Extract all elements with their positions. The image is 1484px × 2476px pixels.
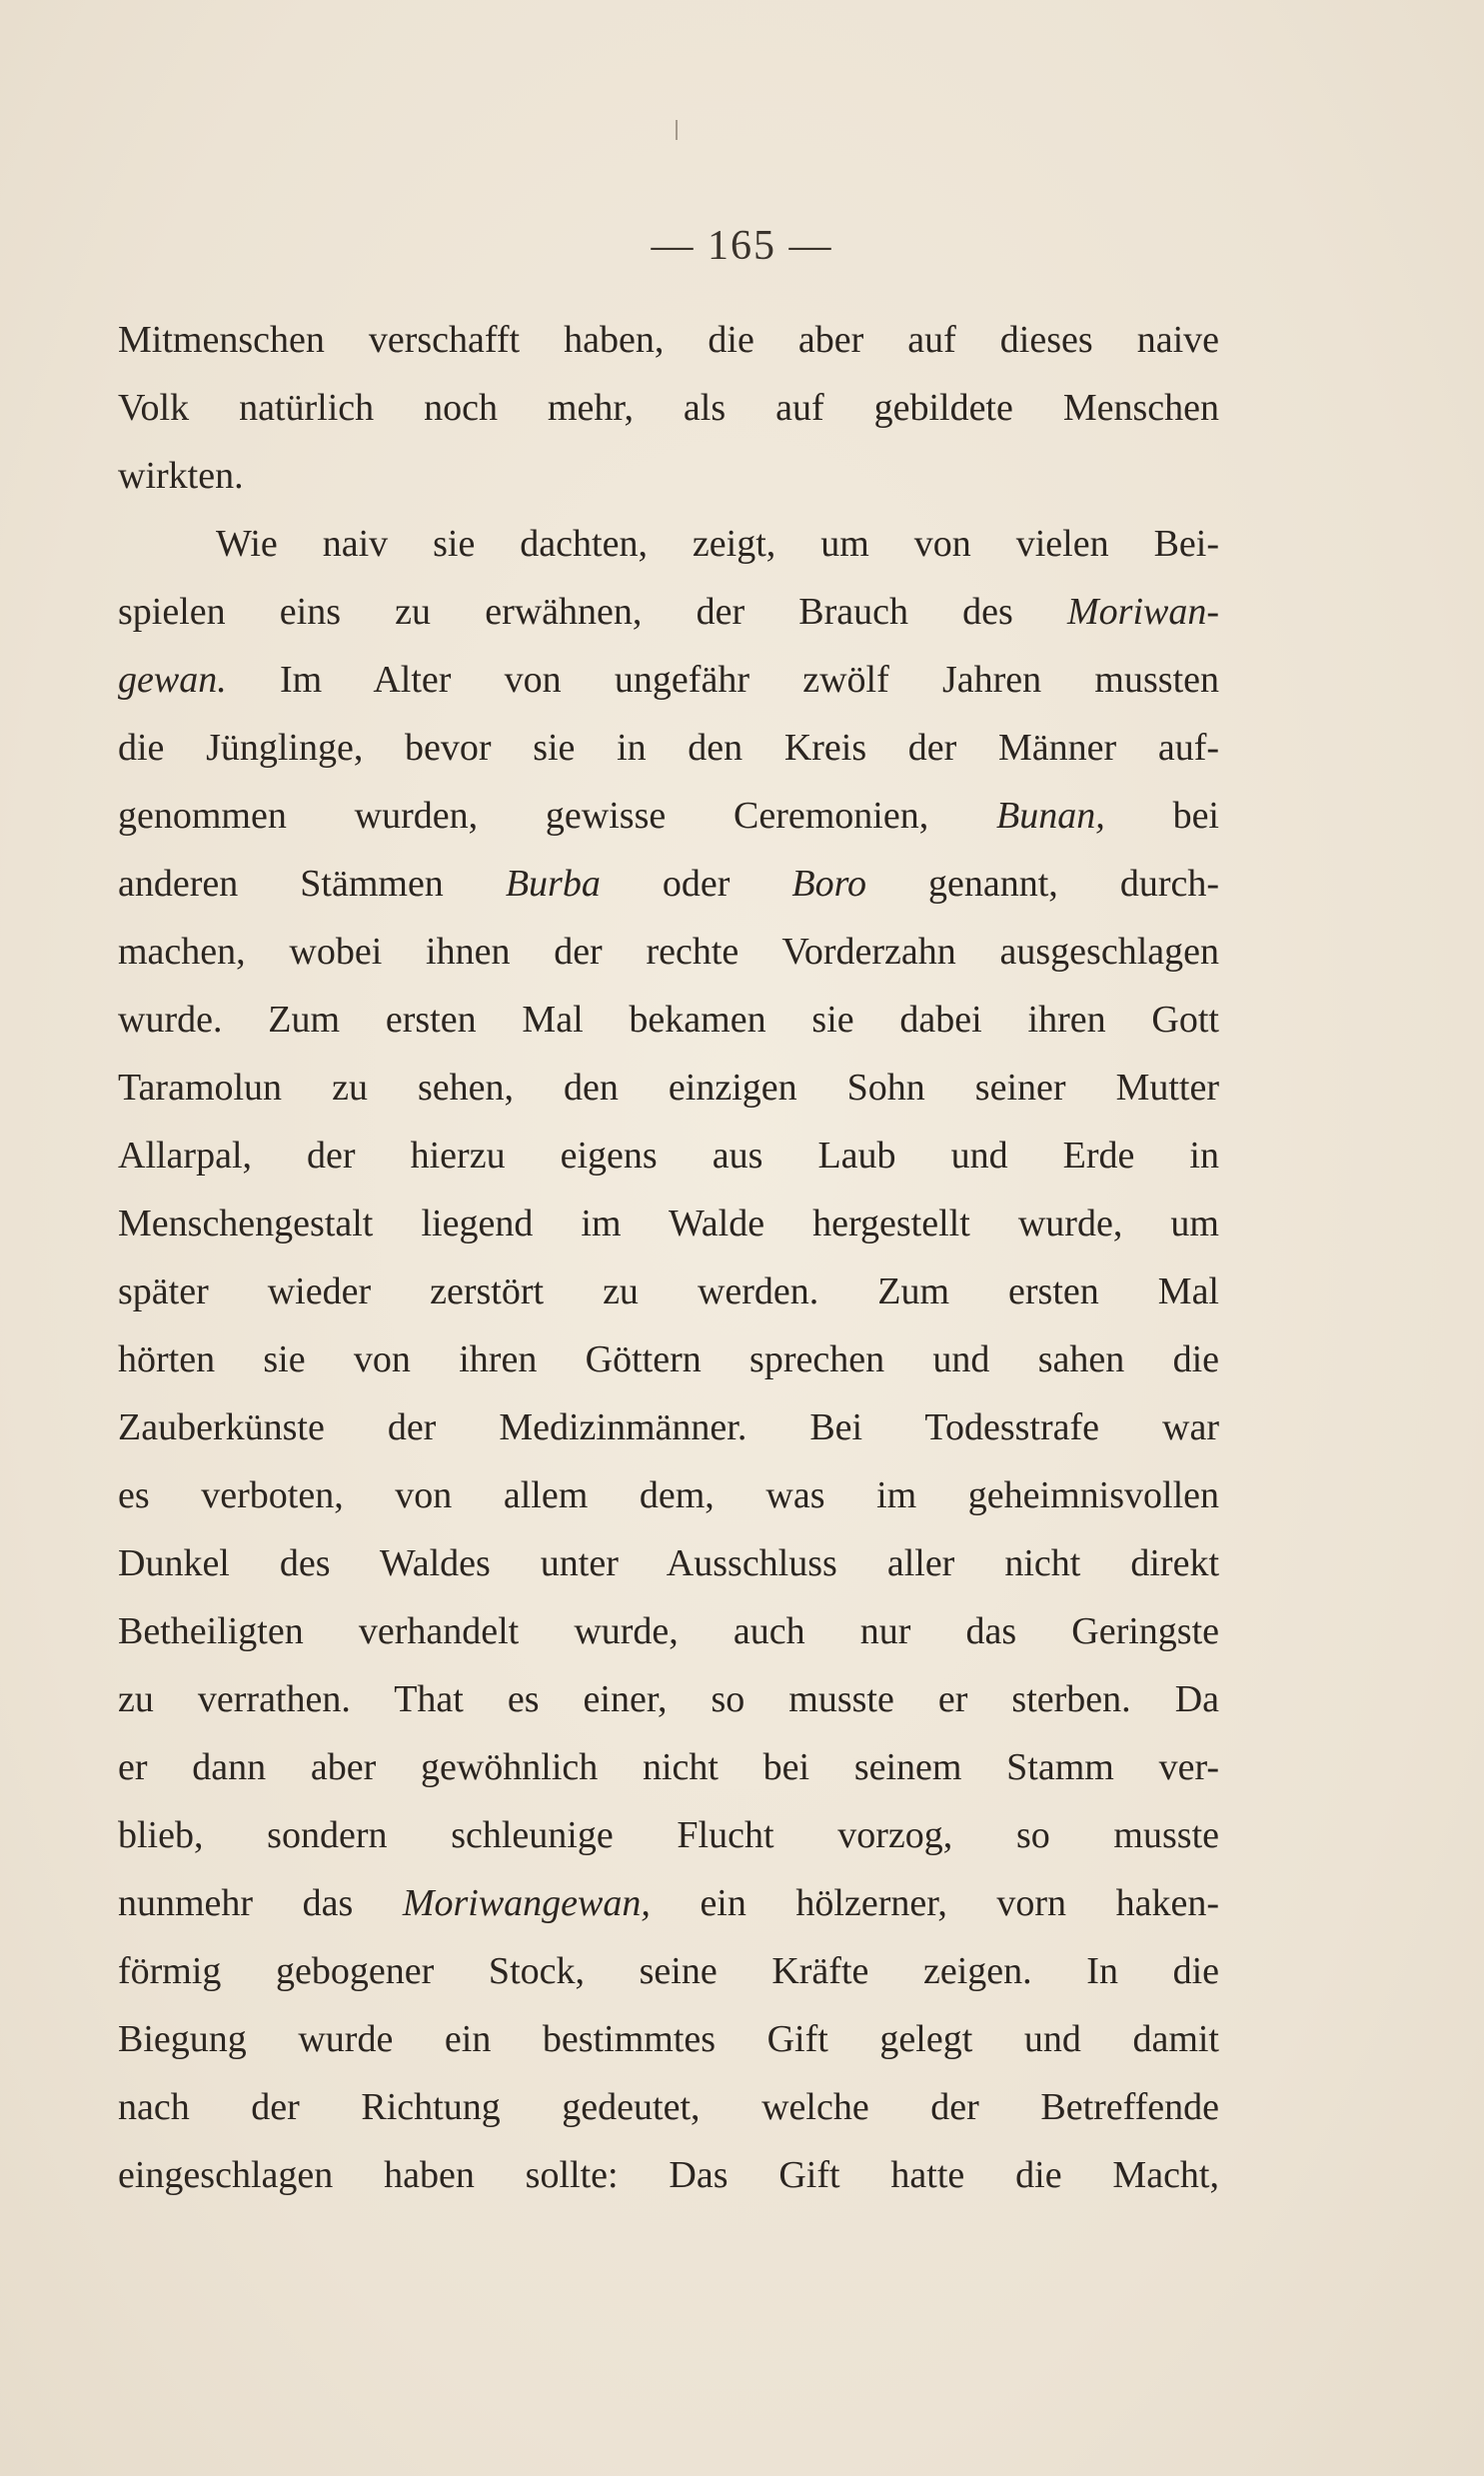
text-segment: bei [1104, 795, 1219, 837]
text-segment: wurde. Zum ersten Mal bekamen sie dabei ihren Gott [118, 999, 1219, 1041]
text-segment: später wieder zerstört zu werden. Zum ersten Mal [118, 1270, 1219, 1312]
text-segment: spielen eins zu erwähnen, der Brauch des [118, 591, 1067, 633]
text-segment: Allarpal, der hierzu eigens aus Laub und Erde in [118, 1135, 1219, 1177]
text-segment: die Jünglinge, bevor sie in den Kreis der Männer auf- [118, 727, 1219, 769]
text-line [118, 986, 1219, 1054]
text-line [118, 714, 1219, 782]
text-segment: anderen Stämmen [118, 863, 506, 905]
text-line [118, 2141, 1219, 2209]
text-line [118, 782, 1219, 850]
text-line [118, 442, 1219, 510]
text-line [118, 1122, 1219, 1190]
italic-term: gewan. [118, 659, 227, 701]
text-line [118, 2005, 1219, 2073]
text-segment: Zauberkünste der Medizinmänner. Bei Todesstrafe war [118, 1406, 1219, 1448]
text-line [118, 2073, 1219, 2141]
text-line [118, 918, 1219, 986]
italic-term: Burba [505, 863, 601, 905]
text-segment: ein hölzerner, vorn haken- [650, 1882, 1219, 1924]
text-line [118, 1325, 1219, 1393]
text-segment: genommen wurden, gewisse Ceremonien, [118, 795, 997, 837]
page-number: — 165 — [651, 223, 833, 269]
text-segment: Betheiligten verhandelt wurde, auch nur das Geringste [118, 1610, 1219, 1652]
text-segment: nunmehr das [118, 1882, 403, 1924]
text-line [118, 1054, 1219, 1122]
text-segment: hörten sie von ihren Göttern sprechen und sahen die [118, 1338, 1219, 1380]
text-segment: er dann aber gewöhnlich nicht bei seinem Stamm ver- [118, 1746, 1219, 1788]
italic-term: Bunan, [996, 795, 1105, 837]
text-segment: Wie naiv sie dachten, zeigt, um von vielen Bei- [216, 523, 1219, 565]
text-line [118, 1937, 1219, 2005]
text-line [118, 850, 1219, 918]
print-speck [676, 120, 678, 140]
italic-term: Moriwangewan, [402, 1882, 651, 1924]
text-line [118, 1665, 1219, 1733]
text-segment: Biegung wurde ein bestimmtes Gift gelegt und damit [118, 2018, 1219, 2060]
text-segment: Taramolun zu sehen, den einzigen Sohn seiner Mutter [118, 1067, 1219, 1109]
text-segment: genannt, durch- [866, 863, 1220, 905]
body-text [118, 306, 1219, 2209]
text-segment: blieb, sondern schleunige Flucht vorzog, so musste [118, 1814, 1219, 1856]
text-segment: Im Alter von ungefähr zwölf Jahren mussten [226, 659, 1219, 701]
text-line [118, 374, 1219, 442]
text-segment: Dunkel des Waldes unter Ausschluss aller nicht direkt [118, 1542, 1219, 1584]
text-line [118, 578, 1219, 646]
text-segment: machen, wobei ihnen der rechte Vorderzahn ausgeschlagen [118, 931, 1219, 973]
text-line [118, 306, 1219, 374]
text-line [118, 1801, 1219, 1869]
text-segment: eingeschlagen haben sollte: Das Gift hatte die Macht, [118, 2154, 1219, 2196]
text-line [118, 1597, 1219, 1665]
text-segment: förmig gebogener Stock, seine Kräfte zeigen. In die [118, 1950, 1219, 1992]
text-segment: Menschengestalt liegend im Walde hergestellt wurde, um [118, 1203, 1219, 1244]
italic-term: Moriwan- [1067, 591, 1219, 633]
text-line [118, 1869, 1219, 1937]
text-segment: zu verrathen. That es einer, so musste er sterben. Da [118, 1678, 1219, 1720]
text-line [118, 646, 1219, 714]
text-line [118, 510, 1219, 578]
text-line [118, 1529, 1219, 1597]
text-line [118, 1733, 1219, 1801]
text-line [118, 1461, 1219, 1529]
text-segment: wirkten. [118, 455, 244, 497]
italic-term: Boro [791, 863, 866, 905]
text-line [118, 1257, 1219, 1325]
text-segment: Mitmenschen verschafft haben, die aber auf dieses naive [118, 319, 1219, 361]
text-segment: Volk natürlich noch mehr, als auf gebildete Menschen [118, 387, 1219, 429]
text-segment: es verboten, von allem dem, was im geheimnisvollen [118, 1474, 1219, 1516]
text-segment: oder [600, 863, 792, 905]
text-line [118, 1190, 1219, 1257]
text-line [118, 1393, 1219, 1461]
text-segment: nach der Richtung gedeutet, welche der Betreffende [118, 2086, 1219, 2128]
